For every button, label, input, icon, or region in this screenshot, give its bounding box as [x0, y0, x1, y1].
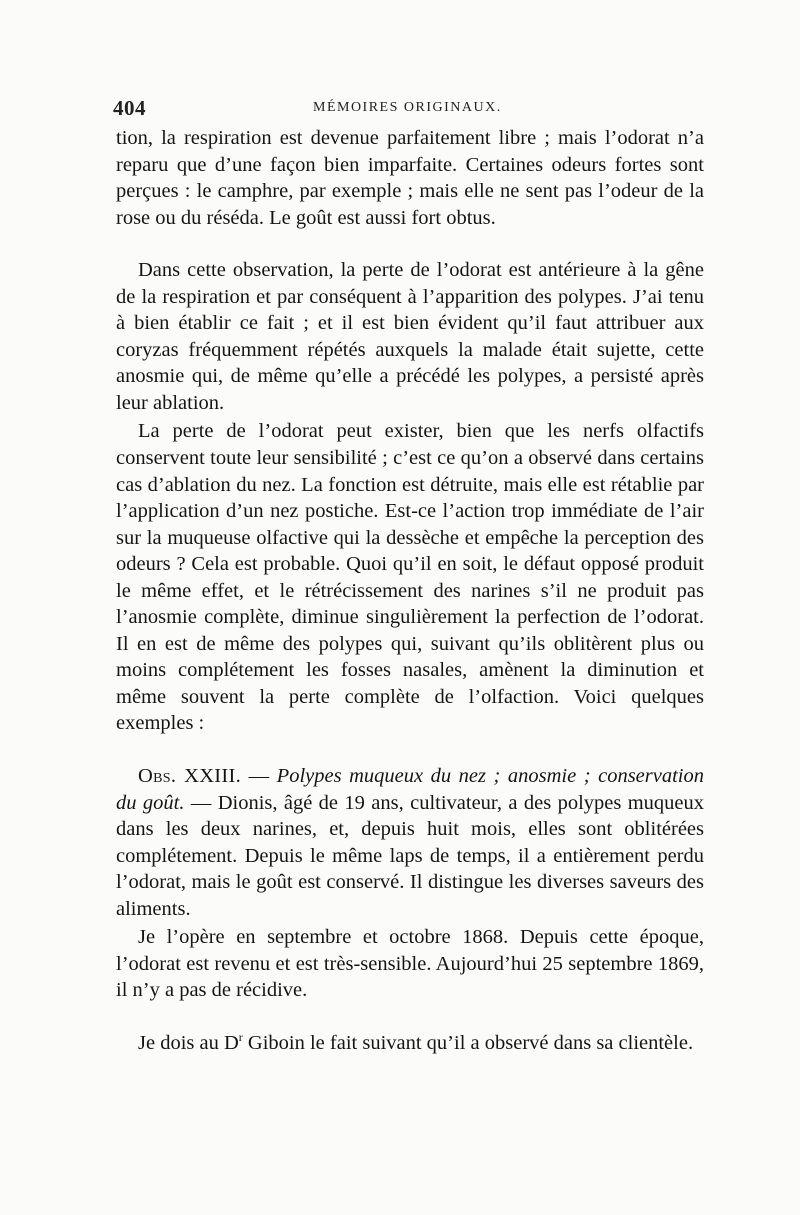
paragraph-observation-comment: Dans cette observation, la perte de l’odorat est antérieure à la gêne de la respiration et par conséquent à l’apparition des polypes. J’ai tenu à bien établir ce fait ; et il est bien évident qu’il faut attribuer aux coryzas fréquemment répétés auxquels la malade était sujette, cette anosmie qui, de même qu’elle a précédé les polypes, a persisté après leur ablation. [116, 259, 704, 414]
giboin-text-start: Je dois au D [138, 1031, 239, 1054]
page-header [113, 96, 707, 120]
body-text [116, 125, 704, 1057]
observation-dash: — [184, 791, 218, 814]
page-number: 404 [113, 96, 146, 120]
paragraph-operation: Je l’opère en septembre et octobre 1868. Depuis cette époque, l’odorat est revenu et est très-sensible. Aujourd’hui 25 septembre 1869, il n’y a pas de récidive. [116, 926, 704, 1002]
paragraph-continuation: tion, la respiration est devenue parfaitement libre ; mais l’odorat n’a reparu que d’une façon bien imparfaite. Certaines odeurs fortes sont perçues : le camphre, par exemple ; mais elle ne sent pas l’odeur de la rose ou du réséda. Le goût est aussi fort obtus. [116, 127, 704, 229]
paragraph-anosmia-discussion: La perte de l’odorat peut exister, bien que les nerfs olfactifs conservent toute leur sensibilité ; c’est ce qu’on a observé dans certains cas d’ablation du nez. La fonction est détruite, mais elle est rétablie par l’application d’un nez postiche. Est-ce l’action trop immédiate de l’air sur la muqueuse olfactive qui la dessèche et empêche la perception des odeurs ? Cela est probable. Quoi qu’il en soit, le défaut opposé produit le même effet, et le rétrécissement des narines s’il ne produit pas l’anosmie complète, diminue singulièrement la perfection de l’odorat. Il en est de même des polypes qui, suivant qu’ils oblitèrent plus ou moins complétement les fosses nasales, amènent la diminution et même souvent la perte complète de l’olfaction. Voici quelques exemples : [116, 420, 704, 735]
observation-title: Polypes muqueux du nez ; anosmie ; conservation du goût. [116, 765, 704, 814]
running-head: MÉMOIRES ORIGINAUX. [313, 100, 502, 115]
observation-body: Dionis, âgé de 19 ans, cultivateur, a des polypes muqueux dans les deux narines, et, depuis huit mois, elles sont oblitérées complétement. Depuis le même laps de temps, il a entièrement perdu l’odorat, mais le goût est conservé. Il distingue les diverses saveurs des aliments. [116, 791, 705, 920]
paragraph-giboin [116, 1030, 704, 1057]
doctor-superscript: r [238, 1030, 243, 1045]
observation-dash: — [241, 765, 277, 788]
giboin-text-end: Giboin le fait suivant qu’il a observé dans sa clientèle. [242, 1031, 694, 1054]
observation-xxiii [116, 763, 704, 922]
observation-label: Obs. XXIII. [138, 765, 242, 788]
